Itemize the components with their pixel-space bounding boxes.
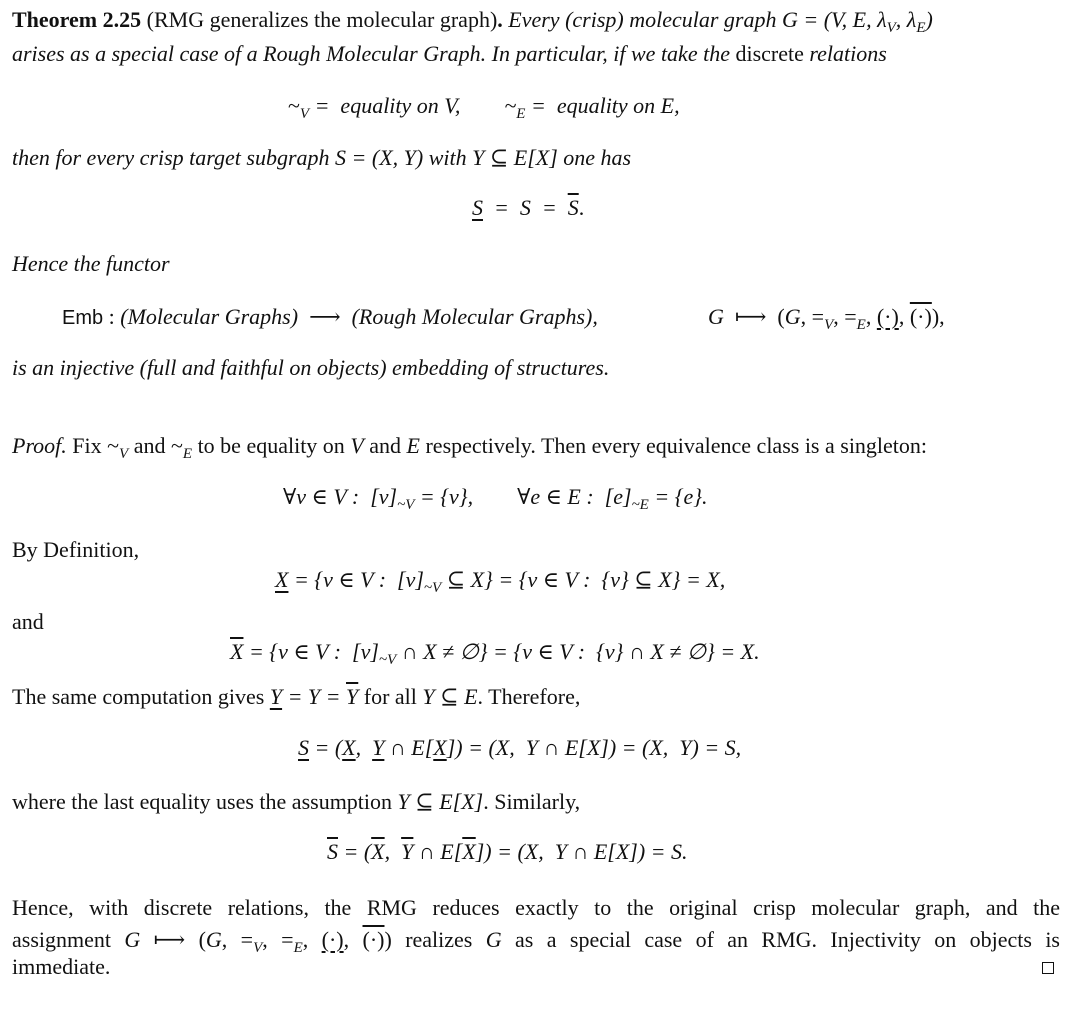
text-segment: as a special case of an RMG. Injectivity on objects is <box>501 927 1060 952</box>
text-segment: G <box>124 927 141 952</box>
proof-text <box>12 432 927 468</box>
text-segment: for all <box>358 684 423 709</box>
text-segment: arises as a special case of a Rough Molecular Graph. In particular, if we take the <box>12 41 736 66</box>
text-segment: ⊆ X} = {v ∈ V : {v} ⊆ X} = X, <box>441 567 726 592</box>
text-segment: $\overline{X}$ <box>371 839 385 864</box>
text-segment: $\overline{Y}$ <box>401 839 414 864</box>
text-segment: ⟼ ( <box>140 927 206 952</box>
text-segment: = ( <box>338 839 372 864</box>
text-segment: ]) = (X, Y ∩ E[X]) = (X, Y) = S, <box>446 735 742 760</box>
proof-conclusion <box>12 926 1060 962</box>
theorem-header <box>12 6 933 42</box>
text-segment: V <box>350 433 364 458</box>
text-segment: X <box>433 735 447 760</box>
subscript: E <box>182 446 193 462</box>
text-segment: $\overline{S}$ <box>567 195 579 220</box>
text-segment: , <box>302 927 322 952</box>
subscript: E <box>856 317 866 333</box>
text-segment: By Definition, <box>12 537 140 562</box>
display-functor-map <box>708 303 945 339</box>
text-segment: X <box>275 567 289 592</box>
subscript: ~E <box>631 497 649 513</box>
text-segment: , <box>355 735 373 760</box>
text-segment: ]) = (X, Y ∩ E[X]) = S. <box>475 839 688 864</box>
text-segment: assignment <box>12 927 125 952</box>
text-segment: , = <box>221 927 254 952</box>
display-lower-x <box>275 566 725 602</box>
text-segment: Y ⊆ E <box>422 684 478 709</box>
text-segment: = Y = <box>282 684 347 709</box>
text-segment: , <box>865 304 877 329</box>
display-relations <box>288 92 680 128</box>
subscript: V <box>886 20 896 36</box>
text-segment: G <box>485 927 502 952</box>
text-segment: Fix ~ <box>66 433 120 458</box>
proof-text <box>12 683 580 711</box>
display-lower-s <box>298 734 741 762</box>
text-segment: G <box>708 304 724 329</box>
subscript: ~V <box>423 580 442 596</box>
text-segment: and <box>363 433 407 458</box>
text-segment: is an injective (full and faithful on objects) embedding of structures. <box>12 355 610 380</box>
display-s-equality <box>472 194 584 222</box>
text-segment: , = <box>262 927 294 952</box>
text-segment: Every (crisp) molecular graph G = (V, E, λ <box>508 7 887 32</box>
text-segment: = equality on E, <box>525 93 680 118</box>
subscript: V <box>824 317 834 333</box>
text-segment: , λ <box>895 7 917 32</box>
text-segment: The same computation gives <box>12 684 270 709</box>
text-segment: ∩ E[ <box>413 839 463 864</box>
text-segment: Hence, with discrete relations, the RMG reduces exactly to the original crisp molecular graph, and the <box>12 895 1060 920</box>
text-segment: . <box>497 7 509 32</box>
text-segment: , <box>898 304 910 329</box>
text-segment: (·) <box>876 304 899 329</box>
text-segment: discrete <box>735 41 804 66</box>
proof-conclusion <box>12 894 1060 922</box>
text-segment: G <box>784 304 801 329</box>
text-segment: ∀v ∈ V : [v] <box>283 484 398 509</box>
text-segment: : <box>103 304 121 329</box>
text-segment: ), <box>931 304 945 329</box>
text-segment: E <box>406 433 420 458</box>
subscript: E <box>516 106 526 122</box>
subscript: V <box>119 446 129 462</box>
text-segment: = {v ∈ V : [v] <box>243 639 379 664</box>
text-segment: (Molecular Graphs) <box>120 304 299 329</box>
text-segment: (Rough Molecular Graphs), <box>351 304 598 329</box>
text-segment: . <box>578 195 585 220</box>
theorem-text <box>12 250 170 278</box>
text-segment: Y <box>269 684 283 709</box>
text-segment: and <box>12 609 44 634</box>
theorem-text <box>12 40 887 68</box>
text-segment: ) <box>925 7 933 32</box>
text-segment: = {e}. <box>648 484 708 509</box>
display-singletons <box>283 483 708 519</box>
subscript: E <box>293 940 303 956</box>
text-segment: Hence the functor <box>12 251 170 276</box>
text-segment: $\overline{S}$ <box>327 839 338 864</box>
text-segment: ⟼ ( <box>723 304 785 329</box>
text-segment: Theorem 2.25 <box>12 7 142 32</box>
text-segment: (·) <box>909 304 932 329</box>
text-segment: = equality on V, ~ <box>309 93 517 118</box>
text-segment: G <box>205 927 222 952</box>
subscript: ~V <box>378 652 397 668</box>
text-segment: $\overline{Y}$ <box>346 684 359 709</box>
text-segment: respectively. Then every equivalence class is a singleton: <box>419 433 928 458</box>
text-segment: , <box>384 839 402 864</box>
text-segment: and ~ <box>128 433 183 458</box>
text-segment: = {v ∈ V : [v] <box>288 567 424 592</box>
text-segment: (·) <box>362 927 385 952</box>
theorem-text <box>12 144 631 172</box>
theorem-text <box>12 354 609 382</box>
text-segment: . Therefore, <box>477 684 581 709</box>
proof-conclusion <box>12 953 110 981</box>
proof-text <box>12 536 139 564</box>
text-segment: $\overline{X}$ <box>462 839 476 864</box>
text-segment: = ( <box>309 735 343 760</box>
text-segment: S <box>298 735 309 760</box>
text-segment: Y ⊆ E[X] <box>397 789 484 814</box>
text-segment: ∩ X ≠ ∅} = {v ∈ V : {v} ∩ X ≠ ∅} = X. <box>396 639 760 664</box>
subscript: ~V <box>397 497 415 513</box>
text-segment: = S = <box>483 195 568 220</box>
text-segment: S <box>472 195 483 220</box>
text-segment: ∩ E[ <box>384 735 434 760</box>
display-functor <box>62 303 598 332</box>
text-segment: Emb <box>62 307 104 329</box>
qed-box-icon <box>1042 962 1054 974</box>
subscript: V <box>253 940 263 956</box>
subscript: E <box>916 20 926 36</box>
text-segment: to be equality on <box>192 433 351 458</box>
text-segment: then for every crisp target subgraph S = (X, Y) with Y ⊆ E[X] one has <box>12 145 632 170</box>
text-segment: relations <box>803 41 887 66</box>
text-segment: where the last equality uses the assumption <box>12 789 398 814</box>
text-segment: , <box>343 927 363 952</box>
text-segment: ) realizes <box>384 927 486 952</box>
text-segment: . Similarly, <box>483 789 581 814</box>
text-segment: Y <box>372 735 385 760</box>
display-upper-s <box>327 838 688 866</box>
text-segment: X <box>342 735 356 760</box>
display-upper-x <box>230 638 760 674</box>
text-segment: , = <box>833 304 857 329</box>
text-segment: Proof. <box>12 433 67 458</box>
proof-text <box>12 608 44 636</box>
text-segment: , = <box>800 304 825 329</box>
text-segment: immediate. <box>12 954 111 979</box>
text-segment: = {v}, ∀e ∈ E : [e] <box>414 484 632 509</box>
text-segment: $\overline{X}$ <box>230 639 244 664</box>
text-segment: (RMG generalizes the molecular graph) <box>141 7 498 32</box>
subscript: V <box>299 106 310 122</box>
text-segment: ~ <box>288 93 300 118</box>
proof-text <box>12 788 580 816</box>
text-segment: (·) <box>321 927 344 952</box>
text-segment: ⟶ <box>298 304 352 329</box>
